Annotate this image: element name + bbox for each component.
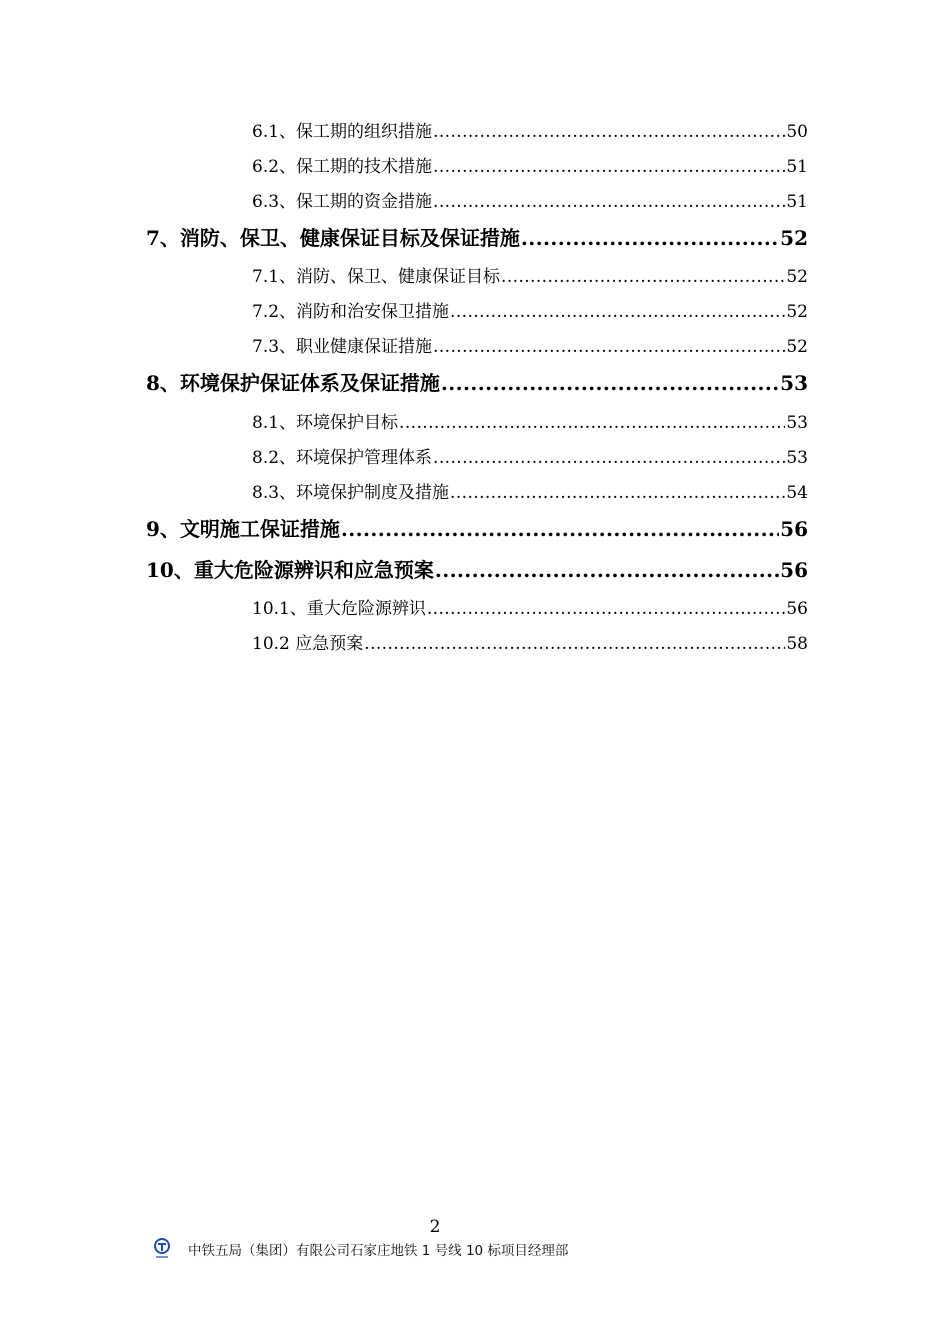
toc-leader-dots bbox=[427, 599, 786, 616]
toc-entry[interactable] bbox=[252, 262, 808, 284]
toc-leader-dots bbox=[441, 371, 779, 393]
toc-leader-dots bbox=[521, 226, 779, 248]
toc-entry[interactable] bbox=[252, 117, 808, 139]
toc-leader-dots bbox=[433, 337, 785, 354]
toc-entry-page: 50 bbox=[786, 122, 808, 139]
toc-leader-dots bbox=[364, 634, 785, 651]
toc-entry-page: 53 bbox=[786, 448, 808, 465]
toc-entry[interactable] bbox=[252, 478, 808, 500]
toc-entry-title: 8.2、环境保护管理体系 bbox=[252, 448, 433, 465]
toc-entry[interactable] bbox=[252, 629, 808, 651]
toc-entry-title: 6.2、保工期的技术措施 bbox=[252, 157, 433, 174]
toc-entry-page: 51 bbox=[786, 192, 808, 209]
toc-leader-dots bbox=[501, 267, 785, 284]
toc-entry-title: 9、文明施工保证措施 bbox=[146, 517, 340, 539]
toc-leader-dots bbox=[433, 192, 785, 209]
toc-entry-page: 52 bbox=[786, 337, 808, 354]
toc-leader-dots bbox=[399, 413, 785, 430]
crec-logo-icon bbox=[152, 1237, 172, 1261]
toc-entry-title: 8、环境保护保证体系及保证措施 bbox=[146, 371, 440, 393]
toc-entry-title: 7.1、消防、保卫、健康保证目标 bbox=[252, 267, 501, 284]
toc-entry-page: 56 bbox=[786, 599, 808, 616]
toc-chapter-entry[interactable] bbox=[146, 554, 808, 580]
toc-leader-dots bbox=[435, 558, 779, 580]
toc-entry-title: 7.3、职业健康保证措施 bbox=[252, 337, 433, 354]
toc-entry[interactable] bbox=[252, 152, 808, 174]
toc-entry-title: 10.2 应急预案 bbox=[252, 634, 364, 651]
toc-leader-dots bbox=[433, 448, 785, 465]
toc-entry-title: 8.3、环境保护制度及措施 bbox=[252, 483, 450, 500]
toc-entry[interactable] bbox=[252, 408, 808, 430]
toc-entry-title: 7.2、消防和治安保卫措施 bbox=[252, 302, 450, 319]
toc-leader-dots bbox=[450, 483, 785, 500]
toc-entry-page: 52 bbox=[786, 302, 808, 319]
toc-leader-dots bbox=[433, 157, 785, 174]
toc-entry[interactable] bbox=[252, 297, 808, 319]
toc-leader-dots bbox=[341, 517, 779, 539]
footer-company-text: 中铁五局（集团）有限公司石家庄地铁 1 号线 10 标项目经理部 bbox=[188, 1243, 569, 1259]
toc-entry-title: 8.1、环境保护目标 bbox=[252, 413, 399, 430]
toc-entry-page: 54 bbox=[786, 483, 808, 500]
toc-entry-title: 6.1、保工期的组织措施 bbox=[252, 122, 433, 139]
toc-entry[interactable] bbox=[252, 187, 808, 209]
toc-leader-dots bbox=[433, 122, 785, 139]
page-number: 2 bbox=[429, 1217, 441, 1237]
toc-entry-page: 51 bbox=[786, 157, 808, 174]
page-footer bbox=[152, 1236, 568, 1262]
toc-entry-page: 53 bbox=[780, 371, 808, 393]
toc-entry[interactable] bbox=[252, 443, 808, 465]
toc-entry[interactable] bbox=[252, 594, 808, 616]
toc-leader-dots bbox=[450, 302, 785, 319]
toc-entry-page: 53 bbox=[786, 413, 808, 430]
toc-entry-page: 56 bbox=[780, 558, 808, 580]
toc-chapter-entry[interactable] bbox=[146, 513, 808, 539]
toc-entry-title: 6.3、保工期的资金措施 bbox=[252, 192, 433, 209]
toc-entry-title: 10.1、重大危险源辨识 bbox=[252, 599, 426, 616]
toc-entry-title: 7、消防、保卫、健康保证目标及保证措施 bbox=[146, 226, 520, 248]
toc-entry-page: 58 bbox=[786, 634, 808, 651]
toc-entry-page: 52 bbox=[786, 267, 808, 284]
toc-chapter-entry[interactable] bbox=[146, 222, 808, 248]
toc-chapter-entry[interactable] bbox=[146, 367, 808, 393]
toc-entry[interactable] bbox=[252, 332, 808, 354]
toc-entry-page: 52 bbox=[780, 226, 808, 248]
toc-entry-page: 56 bbox=[780, 517, 808, 539]
toc-entry-title: 10、重大危险源辨识和应急预案 bbox=[146, 558, 434, 580]
